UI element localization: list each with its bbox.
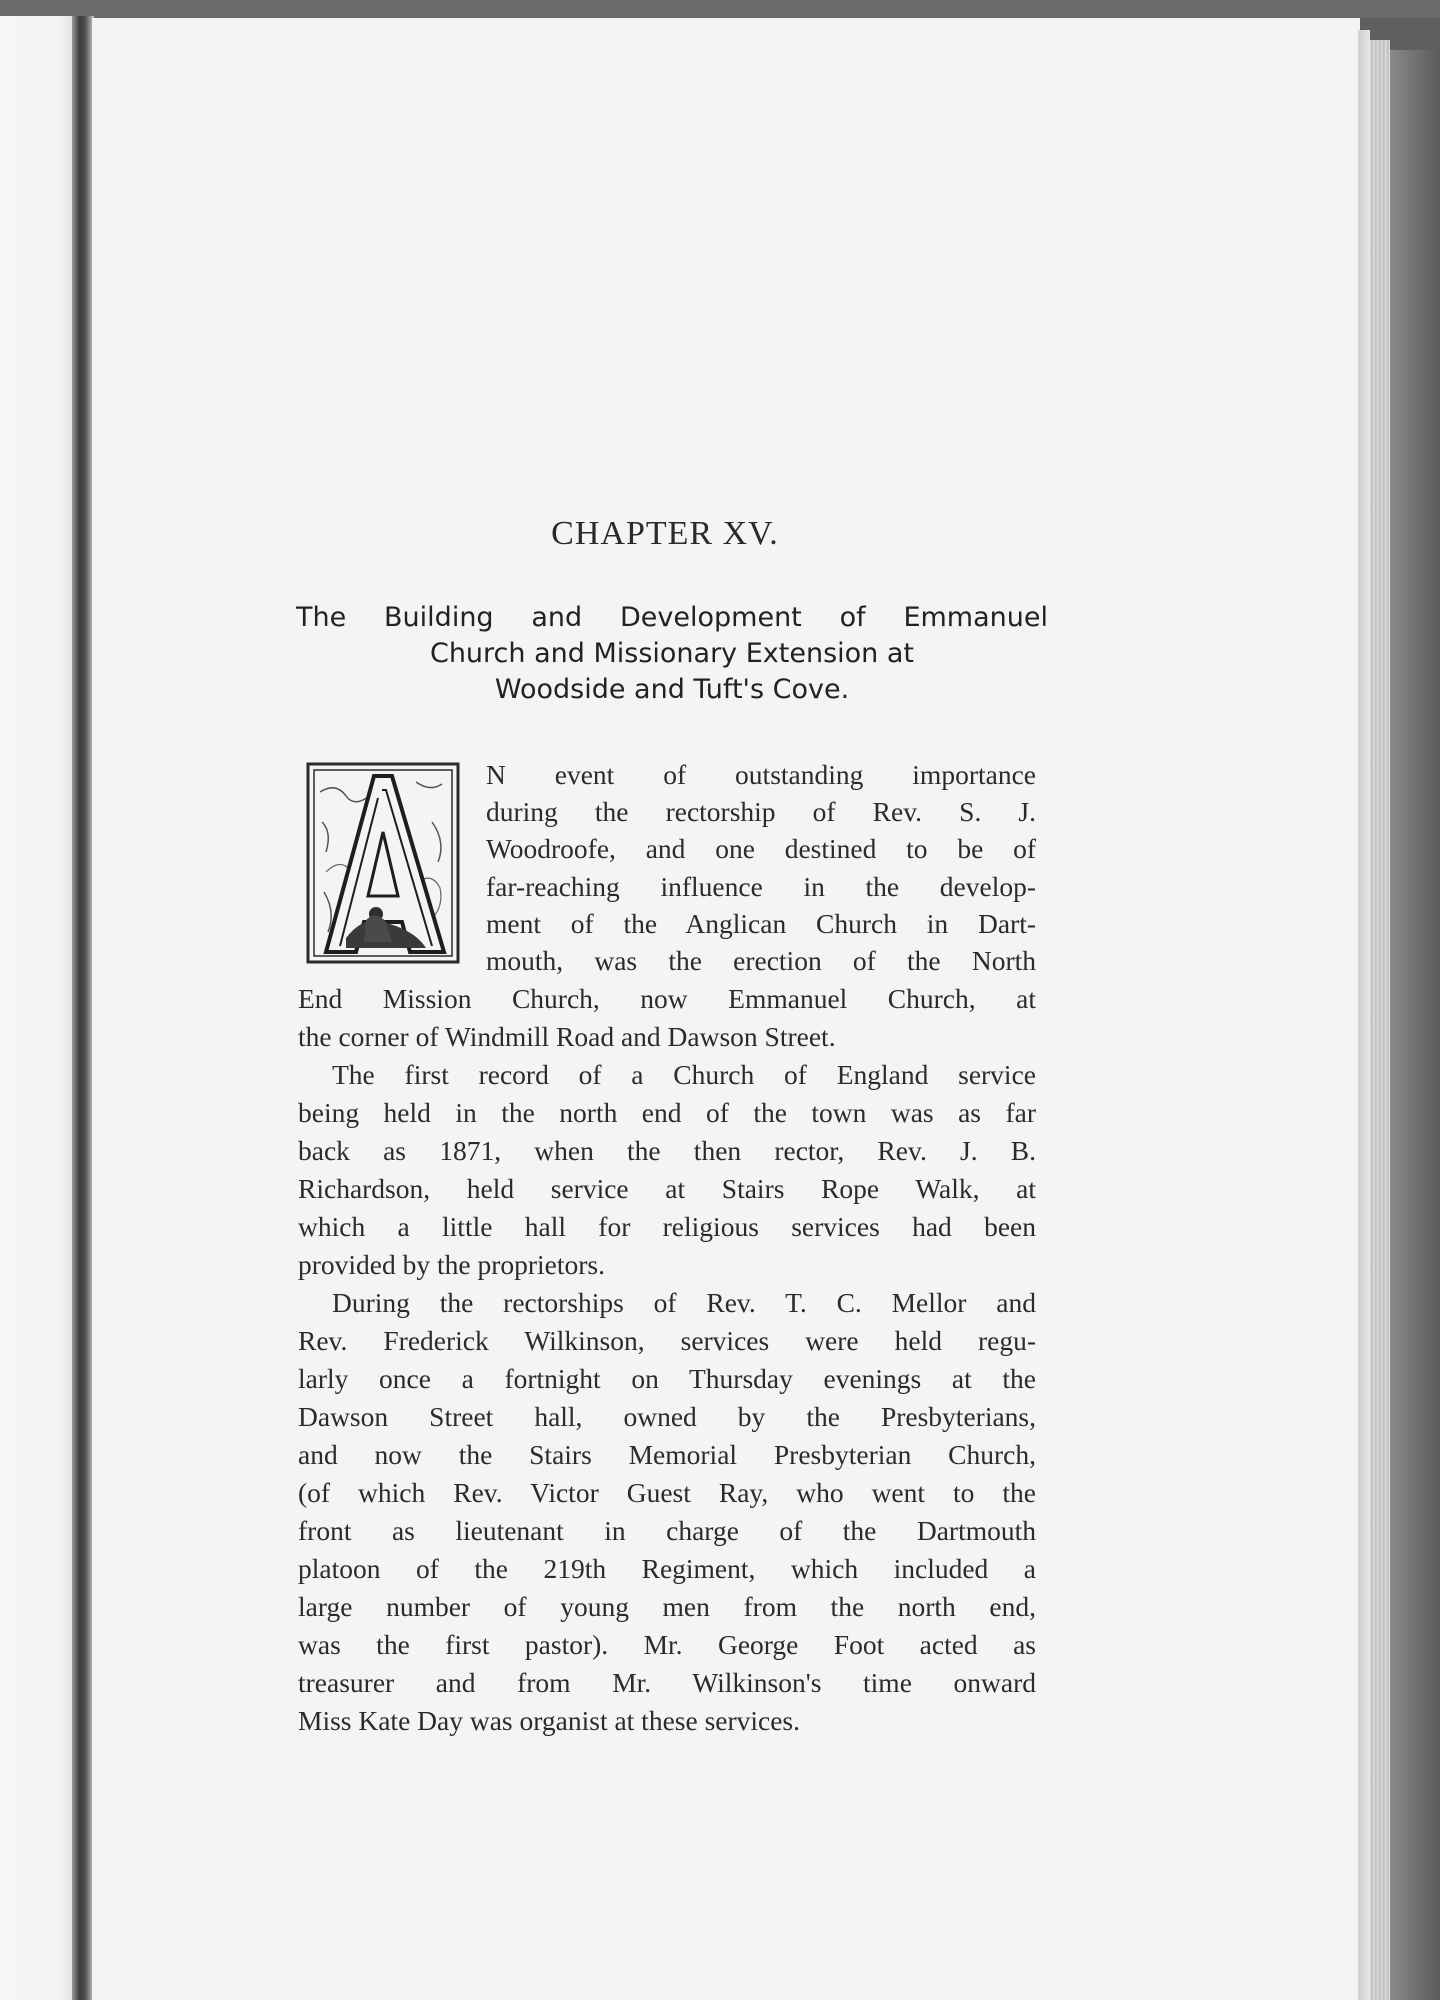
initial-a-icon: [306, 762, 460, 964]
decorative-initial-a: [306, 762, 460, 964]
paragraph-line: being held in the north end of the town was as far: [298, 1097, 1036, 1128]
paragraph-line: Dawson Street hall, owned by the Presbyterians,: [298, 1401, 1036, 1432]
paragraph-line: platoon of the 219th Regiment, which included a: [298, 1553, 1036, 1584]
page-stack-edge: [1370, 40, 1390, 2000]
paragraph-line: Richardson, held service at Stairs Rope Walk, at: [298, 1173, 1036, 1204]
paragraph-line: which a little hall for religious services had been: [298, 1211, 1036, 1242]
scan-right-border: [1390, 50, 1440, 2000]
paragraph-line: far-reaching influence in the develop-: [486, 870, 1036, 902]
paragraph-line: front as lieutenant in charge of the Dartmouth: [298, 1515, 1036, 1546]
opening-paragraph-wrapped: [486, 756, 1036, 979]
paragraph-line: Woodroofe, and one destined to be of: [486, 833, 1036, 865]
book-gutter: [72, 16, 94, 2000]
paragraph-line: the corner of Windmill Road and Dawson Street.: [298, 1021, 836, 1052]
paragraph-line: (of which Rev. Victor Guest Ray, who went to the: [298, 1477, 1036, 1508]
paragraph-line: During the rectorships of Rev. T. C. Mellor and: [332, 1287, 1036, 1318]
paragraph-line: ment of the Anglican Church in Dart-: [486, 907, 1036, 939]
paragraph-line: was the first pastor). Mr. George Foot acted as: [298, 1629, 1036, 1660]
chapter-heading: CHAPTER XV.: [551, 515, 779, 552]
paragraph-line: Miss Kate Day was organist at these services.: [298, 1705, 801, 1736]
paragraph-line: during the rectorship of Rev. S. J.: [486, 796, 1036, 828]
paragraph-line: large number of young men from the north end,: [298, 1591, 1036, 1622]
paragraph-line: End Mission Church, now Emmanuel Church, at: [298, 983, 1036, 1014]
body-text: [298, 980, 1036, 1740]
subtitle-line-2: Church and Missionary Extension at: [429, 638, 915, 669]
paragraph-line: Rev. Frederick Wilkinson, services were held regu-: [298, 1325, 1036, 1356]
paragraph-line: provided by the proprietors.: [298, 1249, 606, 1280]
paragraph-line: back as 1871, when the then rector, Rev. J. B.: [298, 1135, 1036, 1166]
paragraph-line: N event of outstanding importance: [486, 759, 1036, 790]
chapter-subtitle: [296, 600, 1048, 708]
paragraph-line: mouth, was the erection of the North: [486, 945, 1036, 977]
scan-top-border: [0, 0, 1440, 18]
paragraph-line: treasurer and from Mr. Wilkinson's time onward: [298, 1667, 1036, 1698]
paragraph-line: The first record of a Church of England service: [332, 1059, 1036, 1090]
paragraph-line: and now the Stairs Memorial Presbyterian Church,: [298, 1439, 1036, 1470]
page-edge: [1358, 30, 1370, 2000]
paragraph-line: larly once a fortnight on Thursday evenings at the: [298, 1363, 1036, 1394]
subtitle-line-1: The Building and Development of Emmanuel: [296, 602, 1048, 633]
subtitle-line-3: Woodside and Tuft's Cove.: [494, 674, 850, 705]
